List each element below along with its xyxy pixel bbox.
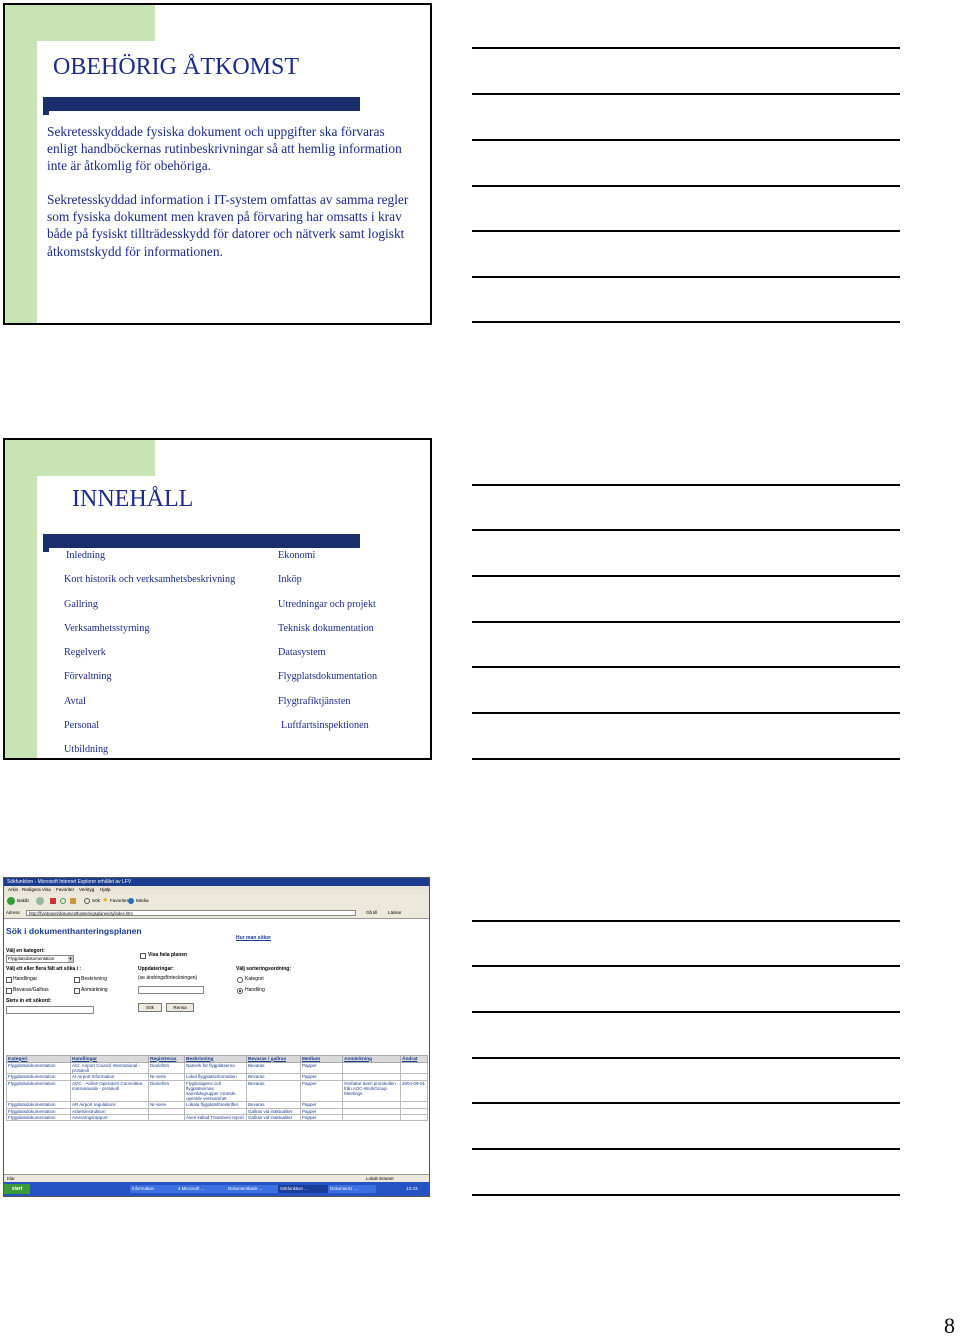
note-line xyxy=(472,758,900,760)
note-line xyxy=(472,1011,900,1013)
column-header[interactable]: Handlingar xyxy=(71,1056,149,1063)
cell-anmarkning xyxy=(343,1114,401,1120)
clear-button[interactable]: Rensa xyxy=(166,1003,194,1012)
slide-title: OBEHÖRIG ÅTKOMST xyxy=(53,54,299,80)
menu-bar xyxy=(4,886,429,894)
note-line xyxy=(472,621,900,623)
column-header[interactable]: Bevaras / gallras xyxy=(247,1056,301,1063)
note-line xyxy=(472,1194,900,1196)
show-all-checkbox[interactable] xyxy=(140,953,146,959)
cell-beskrivning: Natverk för flygplatserna xyxy=(185,1063,247,1074)
field-label: Handlingar xyxy=(13,976,38,982)
search-icon[interactable] xyxy=(84,898,90,904)
toc-item: Utbildning xyxy=(64,744,109,755)
cell-registreras: Nr-serie xyxy=(149,1074,185,1080)
title-underline-tab xyxy=(43,107,49,115)
toc-item: Inledning xyxy=(66,550,106,561)
updates-hint: (se ändringsförteckningen) xyxy=(138,975,198,981)
column-header[interactable]: Registreras xyxy=(149,1056,185,1063)
cell-handlingar: Avvisningsrapport xyxy=(71,1114,149,1120)
go-button[interactable]: Gå till xyxy=(366,910,378,915)
column-header[interactable]: Kategori xyxy=(7,1056,71,1063)
cell-bevaras: Gallras vid inaktualitet xyxy=(247,1108,301,1114)
zone-text: Lokalt intranet xyxy=(366,1176,394,1181)
cell-medium: Papper xyxy=(301,1063,343,1074)
toc-item: Teknisk dokumentation xyxy=(278,623,374,634)
taskbar-item[interactable]: Information xyxy=(130,1185,178,1193)
note-line xyxy=(472,529,900,531)
cell-andrat xyxy=(401,1114,428,1120)
table-row[interactable] xyxy=(7,1114,428,1120)
page-title: Sök i dokumenthanteringsplanen xyxy=(6,926,142,936)
cell-beskrivning: Flygbolagens och flygplatsernas samrådsgrupper rörande operativ verksamhet xyxy=(185,1080,247,1102)
sort-radio[interactable] xyxy=(237,977,243,983)
toc-item: Förvaltning xyxy=(64,671,112,682)
column-header[interactable]: Medium xyxy=(301,1056,343,1063)
toc-item: Avtal xyxy=(64,696,86,707)
slide-paragraph-1: Sekretesskyddade fysiska dokument och uppgifter ska förvaras enligt handböckernas rutinbeskrivningar så att hemlig information inte är åtkomlig för obehöriga. xyxy=(47,124,402,174)
slide-obehorig-atkomst xyxy=(3,3,432,325)
field-checkbox[interactable] xyxy=(74,977,80,983)
field-label: Beskrivning xyxy=(81,976,107,982)
cell-kategori: Flygplatsdokumentation xyxy=(7,1074,71,1080)
search-word-label: Skriv in ett sökord: xyxy=(6,998,52,1004)
cell-beskrivning: Lokal flygplatsinformation xyxy=(185,1074,247,1080)
note-line xyxy=(472,321,900,323)
page-number: 8 xyxy=(944,1313,955,1338)
column-header[interactable]: Ändrat xyxy=(401,1056,428,1063)
menu-item[interactable]: Visa xyxy=(42,887,51,892)
note-line xyxy=(472,230,900,232)
note-line xyxy=(472,965,900,967)
cell-handlingar: Arbetsinstruktion xyxy=(71,1108,149,1114)
note-line xyxy=(472,185,900,187)
slide-accent-corner xyxy=(5,440,155,476)
browser-toolbar xyxy=(4,894,429,909)
column-header[interactable]: Beskrivning xyxy=(185,1056,247,1063)
slide-title: INNEHÅLL xyxy=(72,486,194,512)
updates-label: Uppdateringar: xyxy=(138,966,174,972)
menu-item[interactable]: Arkiv xyxy=(8,887,19,892)
cell-anmarkning: Omfattar även protokollen från AOC-WorkGroup Meetings xyxy=(343,1080,401,1102)
field-checkbox[interactable] xyxy=(74,988,80,994)
sort-option-label: Handling xyxy=(245,987,265,993)
note-line xyxy=(472,712,900,714)
media-button-label[interactable]: Media xyxy=(136,898,149,903)
cell-anmarkning xyxy=(343,1063,401,1074)
help-link[interactable]: Hur man söker xyxy=(236,935,272,941)
cell-kategori: Flygplatsdokumentation xyxy=(7,1114,71,1120)
cell-beskrivning: Även kallad Treatment report xyxy=(185,1114,247,1120)
toc-item: Flygtrafiktjänsten xyxy=(278,696,351,707)
category-select[interactable] xyxy=(6,955,74,963)
note-line xyxy=(472,1057,900,1059)
cell-medium: Papper xyxy=(301,1080,343,1102)
start-button[interactable]: start xyxy=(4,1184,30,1194)
toc-item: Kort historik och verksamhetsbeskrivning xyxy=(64,574,236,585)
cell-kategori: Flygplatsdokumentation xyxy=(7,1080,71,1102)
taskbar-item[interactable]: Dokumentbank ... xyxy=(226,1185,280,1193)
address-input[interactable]: http://lfvintranet/dokumenthanteringsplanen/sj/index.htm xyxy=(26,910,356,916)
menu-item[interactable]: Verktyg xyxy=(79,887,95,892)
toc-item: Regelverk xyxy=(64,647,106,658)
sort-option-label: Kategori xyxy=(245,976,264,982)
menu-item[interactable]: Favoriter xyxy=(56,887,75,892)
taskbar xyxy=(4,1182,429,1196)
clock: 13:43 xyxy=(406,1186,418,1191)
taskbar-item[interactable]: 4 Microsoft ... xyxy=(176,1185,228,1193)
toc-item: Verksamhetsstyrning xyxy=(64,623,150,634)
back-icon[interactable] xyxy=(7,897,15,905)
slide-accent-corner xyxy=(5,5,155,41)
note-line xyxy=(472,47,900,49)
field-label: Anmärkning xyxy=(81,987,108,993)
field-checkbox[interactable] xyxy=(6,988,12,994)
search-button[interactable]: Sök xyxy=(138,1003,162,1012)
note-line xyxy=(472,666,900,668)
note-line xyxy=(472,139,900,141)
table-header-row xyxy=(7,1056,428,1063)
favorites-button-label[interactable]: Favoriter xyxy=(110,898,129,903)
forward-icon[interactable] xyxy=(36,897,44,905)
table-row[interactable] xyxy=(7,1063,428,1074)
cell-bevaras: Bevaras xyxy=(247,1080,301,1102)
cell-medium: Papper xyxy=(301,1108,343,1114)
note-line xyxy=(472,1148,900,1150)
menu-item[interactable]: Redigera xyxy=(22,887,41,892)
field-checkbox[interactable] xyxy=(6,977,12,983)
note-line xyxy=(472,276,900,278)
column-header[interactable]: Anmärkning xyxy=(343,1056,401,1063)
field-label: Bevaras/Gallras xyxy=(13,987,49,993)
note-line xyxy=(472,1102,900,1104)
table-row[interactable] xyxy=(7,1080,428,1102)
cell-andrat: 2004-09-01 xyxy=(401,1080,428,1102)
note-line xyxy=(472,484,900,486)
slide-paragraph-2: Sekretesskyddad information i IT-system omfattas av samma regler som fysiska dokument men kraven på förvaring har omsatts i krav både på fysiskt tillträdesskydd för datorer och nätverk samt logiskt åtkomstskydd för informationen. xyxy=(47,192,409,259)
cell-andrat xyxy=(401,1063,428,1074)
cell-medium: Papper xyxy=(301,1114,343,1120)
cell-handlingar: ACI, Airport Council International - protokoll xyxy=(71,1063,149,1074)
search-input[interactable] xyxy=(6,1006,94,1014)
refresh-icon[interactable] xyxy=(60,898,66,904)
cell-registreras: Nr-serie xyxy=(149,1102,185,1108)
toc-item: Personal xyxy=(64,720,100,731)
window-titlebar: Sökfunktion - Microsoft Internet Explorer erhållet av LFV xyxy=(4,878,429,886)
title-underline-tab xyxy=(43,544,49,552)
toc-item: Flygplatsdokumentation xyxy=(278,671,378,682)
taskbar-item[interactable]: Dokument1 ... xyxy=(328,1185,376,1193)
cell-kategori: Flygplatsdokumentation xyxy=(7,1102,71,1108)
cell-registreras: Diarieförs xyxy=(149,1080,185,1102)
fields-label: Välj ett eller flera fält att söka i : xyxy=(6,966,82,972)
cell-kategori: Flygplatsdokumentation xyxy=(7,1108,71,1114)
results-table xyxy=(6,1055,428,1121)
address-bar xyxy=(4,908,429,919)
links-label[interactable]: Länkar xyxy=(388,910,402,915)
menu-item[interactable]: Hjälp xyxy=(100,887,111,892)
address-label: Adress xyxy=(6,910,20,915)
category-label: Välj en kategori: xyxy=(6,948,45,954)
cell-bevaras: Gallras vid inaktualitet xyxy=(247,1114,301,1120)
cell-registreras: Diarieförs xyxy=(149,1063,185,1074)
show-all-label: Visa hela planen xyxy=(148,952,188,958)
cell-medium: Papper xyxy=(301,1074,343,1080)
note-line xyxy=(472,575,900,577)
toc-item: Ekonomi xyxy=(278,550,316,561)
search-button-label[interactable]: Sök xyxy=(92,898,100,903)
toc-item: Utredningar och projekt xyxy=(278,599,376,610)
favorites-icon[interactable]: ★ xyxy=(102,897,109,904)
cell-medium: Papper xyxy=(301,1102,343,1108)
sort-radio[interactable] xyxy=(237,988,243,994)
slide-innehall xyxy=(3,438,432,760)
taskbar-item[interactable]: Sökfunktion ... xyxy=(278,1185,330,1193)
browser-screenshot xyxy=(3,877,430,1197)
cell-beskrivning: Lokala flygplatsföreskrifter xyxy=(185,1102,247,1108)
title-underline-bar xyxy=(43,97,360,111)
cell-bevaras: Bevaras xyxy=(247,1074,301,1080)
cell-handlingar: AOC - Airline Operators Committee, motsvarande - protokoll xyxy=(71,1080,149,1102)
media-icon[interactable] xyxy=(128,898,134,904)
toc-item: Inköp xyxy=(278,574,302,585)
slide-accent-band xyxy=(5,5,37,323)
cell-handlingar: AI Airport Information xyxy=(71,1074,149,1080)
status-text: Klar xyxy=(7,1176,15,1181)
cell-registreras xyxy=(149,1114,185,1120)
toc-item: Luftfartsinspektionen xyxy=(281,720,369,731)
stop-icon[interactable] xyxy=(50,898,56,904)
cell-handlingar: AR Airport regulations xyxy=(71,1102,149,1108)
cell-bevaras: Bevaras xyxy=(247,1063,301,1074)
updates-input[interactable] xyxy=(138,986,204,994)
toc-item: Gallring xyxy=(64,599,98,610)
toc-item: Datasystem xyxy=(278,647,326,658)
cell-bevaras: Bevaras xyxy=(247,1102,301,1108)
cell-kategori: Flygplatsdokumentation xyxy=(7,1063,71,1074)
sort-label: Välj sorteringsordning: xyxy=(236,966,292,972)
note-line xyxy=(472,920,900,922)
category-select-value: Flygplatsdokumentation xyxy=(8,956,55,961)
chevron-down-icon: ▼ xyxy=(68,956,73,961)
title-underline-bar xyxy=(43,534,360,548)
back-button-label[interactable]: Bakåt xyxy=(17,898,29,903)
slide-accent-band xyxy=(5,440,37,758)
note-line xyxy=(472,93,900,95)
home-icon[interactable] xyxy=(70,898,76,904)
